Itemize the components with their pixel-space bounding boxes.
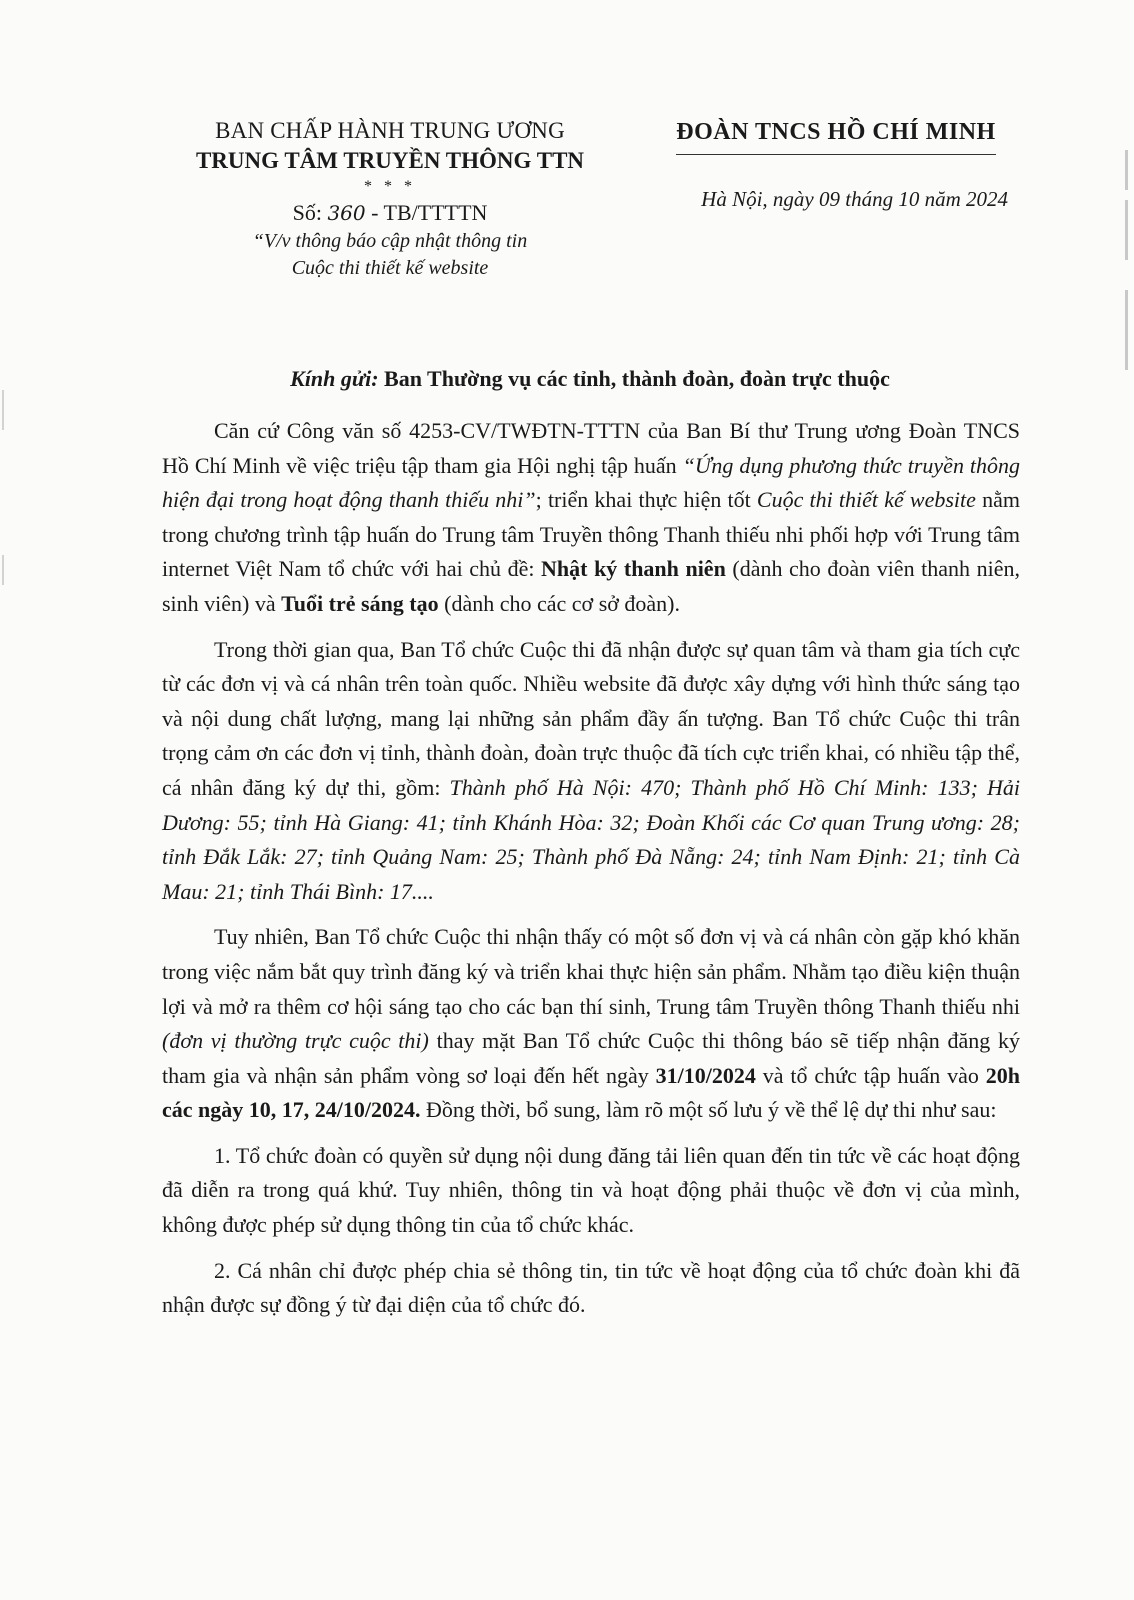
motto: ĐOÀN TNCS HỒ CHÍ MINH <box>676 116 995 155</box>
p3-text-a: Tuy nhiên, Ban Tổ chức Cuộc thi nhận thấy có một số đơn vị và cá nhân còn gặp khó khăn trong việc nắm bắt quy trình đăng ký và triển khai thực hiện sản phẩm. Nhằm tạo điều kiện thuận lợi và mở ra thêm cơ hội sáng tạo cho các bạn thí sinh, Trung tâm Truyền thông Thanh thiếu nhi <box>162 924 1020 1019</box>
p1-topic-2: Tuổi trẻ sáng tạo <box>281 590 439 616</box>
scan-edge-mark <box>2 555 4 585</box>
recipient-label: Kính gửi: <box>290 366 379 391</box>
scan-edge-mark <box>1125 200 1128 260</box>
recipient-line <box>160 364 1020 394</box>
p1-conference-title: “Ứng dụng phương thức truyền thông hiện đại trong hoạt động thanh thiếu nhi” <box>162 452 1020 513</box>
document-body <box>162 414 1020 1334</box>
issuer-block <box>150 116 630 282</box>
p3-text-e: và tổ chức tập huấn vào <box>755 1062 986 1088</box>
list-item-1: 1. Tổ chức đoàn có quyền sử dụng nội dung đăng tải liên quan đến tin tức về các hoạt động đã diễn ra trong quá khứ. Tuy nhiên, thông tin và hoạt động phải thuộc về đơn vị của mình, không được phép sử dụng thông tin của tổ chức khác. <box>162 1142 1020 1238</box>
separator-stars: * * * <box>364 178 416 195</box>
scan-edge-mark <box>1125 150 1128 190</box>
issuer-center: TRUNG TÂM TRUYỀN THÔNG TTN <box>195 148 585 173</box>
p1-text-e: nằm trong chương trình tập huấn do Trung tâm Truyền thông Thanh thiếu nhi phối hợp với Trung tâm internet Việt Nam tổ chức với hai chủ đề: <box>162 487 1020 582</box>
recipient-text: Ban Thường vụ các tỉnh, thành đoàn, đoàn trực thuộc <box>378 366 890 391</box>
document-number <box>150 198 630 228</box>
p2-registration-counts: Thành phố Hà Nội: 470; Thành phố Hồ Chí Minh: 133; Hải Dương: 55; tỉnh Hà Giang: 41; tỉnh Khánh Hòa: 32; Đoàn Khối các Cơ quan Trung ương: 28; tỉnh Đắk Lắk: 27; tỉnh Quảng Nam: 25; Thành phố Đà Nẵng: 24; tỉnh Nam Định: 21; tỉnh Cà Mau: 21; tỉnh Thái Bình: 17.... <box>162 774 1020 904</box>
scan-edge-mark <box>2 390 4 430</box>
number-handwritten: 360 <box>327 201 366 225</box>
number-suffix: - TB/TTTTN <box>365 200 488 225</box>
paragraph-3 <box>162 920 1020 1128</box>
p1-contest-name: Cuộc thi thiết kế website <box>756 487 976 513</box>
p2-text-a: Trong thời gian qua, Ban Tổ chức Cuộc thi đã nhận được sự quan tâm và tham gia tích cực từ các đơn vị và cá nhân trên toàn quốc. Nhiều website đã được xây dựng với hình thức sáng tạo và nội dung chất lượng, mang lại những sản phẩm đầy ấn tượng. Ban Tổ chức Cuộc thi trân trọng cảm ơn các đơn vị tỉnh, thành đoàn, đoàn trực thuộc đã tích cực triển khai, có nhiều tập thể, cá nhân đăng ký dự thi, gồm: <box>162 636 1020 800</box>
number-prefix: Số: <box>292 200 328 225</box>
p3-text-c: thay mặt Ban Tổ chức Cuộc thi thông báo sẽ tiếp nhận đăng ký tham gia và nhận sản phẩm vòng sơ loại đến hết ngày <box>162 1028 1020 1088</box>
p3-unit-note: (đơn vị thường trực cuộc thi) <box>162 1028 429 1054</box>
paragraph-2 <box>162 633 1020 910</box>
motto-block <box>650 116 1022 213</box>
p3-deadline: 31/10/2024 <box>655 1062 756 1088</box>
list-item-2: 2. Cá nhân chỉ được phép chia sẻ thông tin, tin tức về hoạt động của tổ chức đoàn khi đã nhận được sự đồng ý từ đại diện của tổ chức đó. <box>162 1257 1020 1318</box>
p3-text-g: Đồng thời, bổ sung, làm rõ một số lưu ý về thể lệ dự thi như sau: <box>420 1097 997 1123</box>
issue-date: Hà Nội, ngày 09 tháng 10 năm 2024 <box>701 187 1008 211</box>
scan-edge-mark <box>1125 290 1128 370</box>
subject-line-2: Cuộc thi thiết kế website <box>291 257 489 279</box>
p3-training-dates: 20h các ngày 10, 17, 24/10/2024. <box>162 1062 1020 1123</box>
p1-topic-1: Nhật ký thanh niên <box>541 556 726 582</box>
p1-text-g: (dành cho đoàn viên thanh niên, sinh viên) và <box>162 556 1020 616</box>
subject-line-1: “V/v thông báo cập nhật thông tin <box>252 230 528 252</box>
issuer-org: BAN CHẤP HÀNH TRUNG ƯƠNG <box>215 118 565 143</box>
p1-text-a: Căn cứ Công văn số 4253-CV/TWĐTN-TTTN của Ban Bí thư Trung ương Đoàn TNCS Hồ Chí Minh về việc triệu tập tham gia Hội nghị tập huấn <box>162 418 1020 478</box>
p1-text-c: ; triển khai thực hiện tốt <box>535 487 757 513</box>
p1-text-i: (dành cho các cơ sở đoàn). <box>438 590 680 616</box>
paragraph-1 <box>162 414 1020 622</box>
